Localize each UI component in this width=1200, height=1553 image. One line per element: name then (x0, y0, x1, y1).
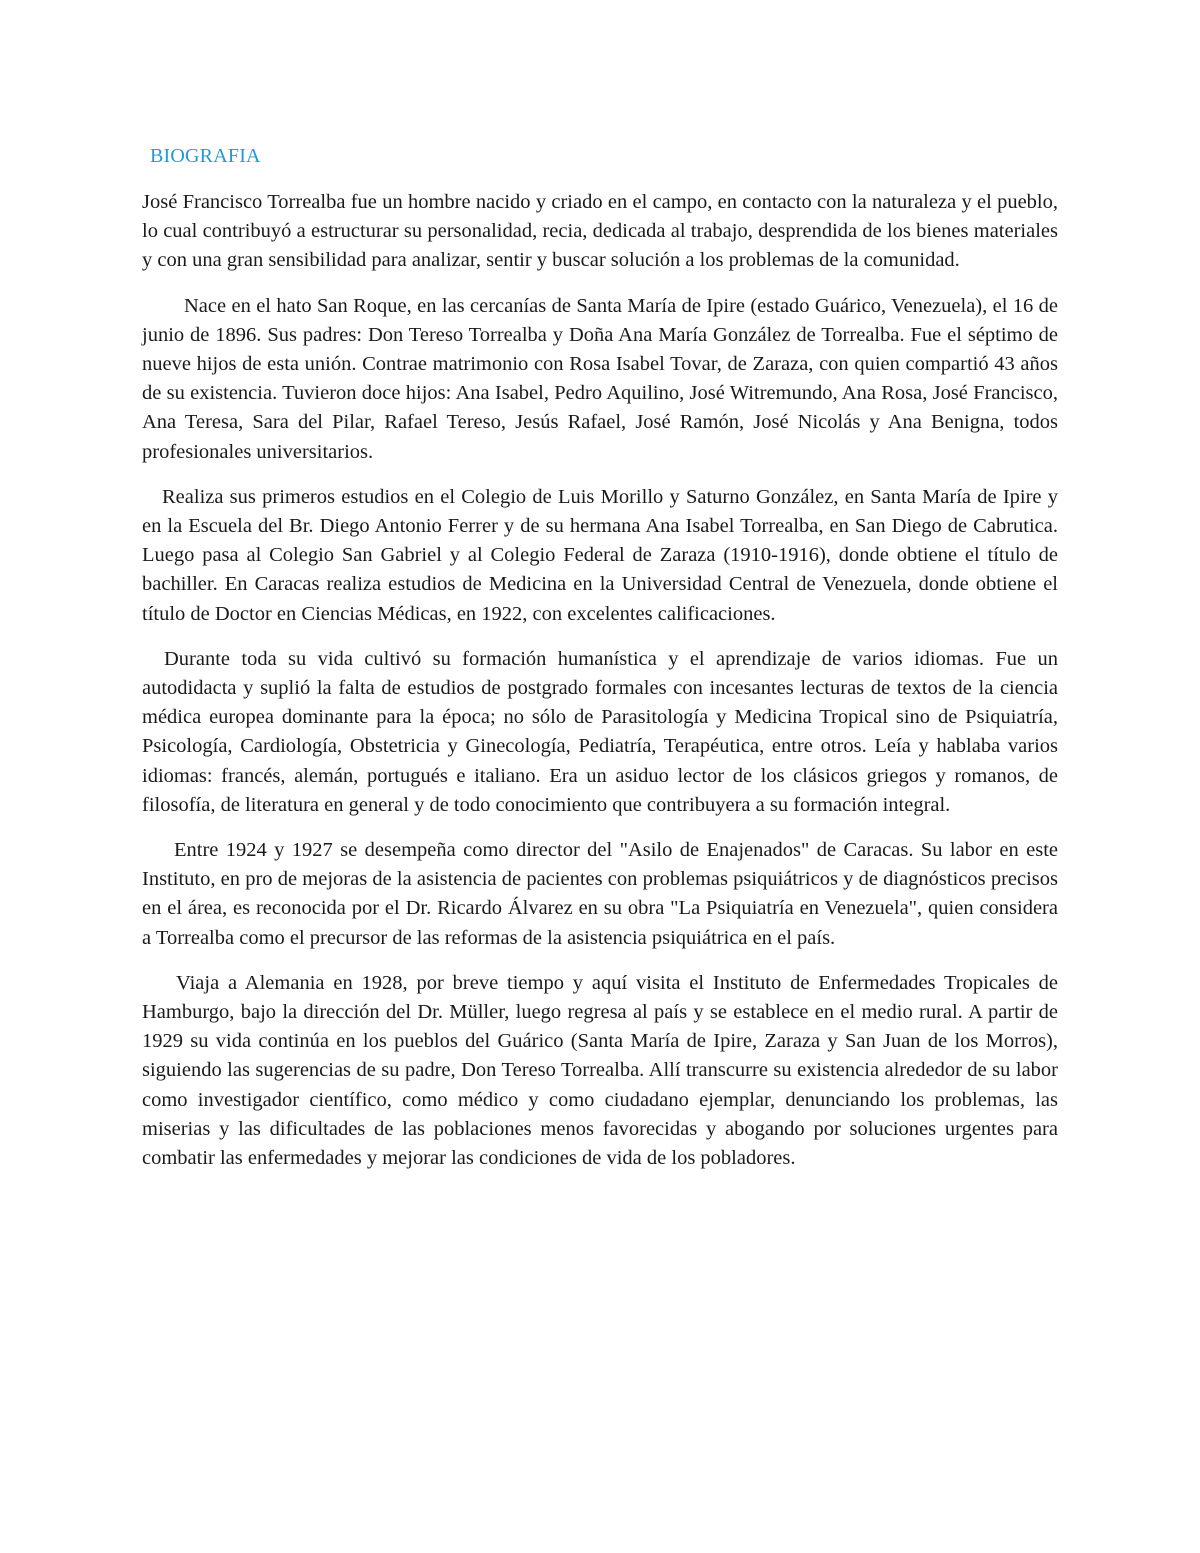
paragraph-asylum-director: Entre 1924 y 1927 se desempeña como director del "Asilo de Enajenados" de Caracas. Su labor en este Instituto, en pro de mejoras de la asistencia de pacientes con problemas psiquiátricos y de diagnósticos precisos en el área, es reconocida por el Dr. Ricardo Álvarez en su obra "La Psiquiatría en Venezuela", quien considera a Torrealba como el precursor de las reformas de la asistencia psiquiátrica en el país. (142, 839, 1058, 949)
document-title: BIOGRAFIA (150, 145, 261, 167)
paragraph-germany-rural-life: Viaja a Alemania en 1928, por breve tiempo y aquí visita el Instituto de Enfermedades Tropicales de Hamburgo, bajo la dirección del Dr. Müller, luego regresa al país y se establece en el medio rural. A partir de 1929 su vida continúa en los pueblos del Guárico (Santa María de Ipire, Zaraza y San Juan de los Morros), siguiendo las sugerencias de su padre, Don Tereso Torrealba. Allí transcurre su existencia alrededor de su labor como investigador científico, como médico y como ciudadano ejemplar, denunciando los problemas, las miserias y las dificultades de las poblaciones menos favorecidas y abogando por soluciones urgentes para combatir las enfermedades y mejorar las condiciones de vida de los pobladores. (142, 971, 1058, 1170)
paragraph-birth-family: Nace en el hato San Roque, en las cercanías de Santa María de Ipire (estado Guárico, Venezuela), el 16 de junio de 1896. Sus padres: Don Tereso Torrealba y Doña Ana María González de Torrealba. Fue el séptimo de nueve hijos de esta unión. Contrae matrimonio con Rosa Isabel Tovar, de Zaraza, con quien compartió 43 años de su existencia. Tuvieron doce hijos: Ana Isabel, Pedro Aquilino, José Witremundo, Ana Rosa, José Francisco, Ana Teresa, Sara del Pilar, Rafael Tereso, Jesús Rafael, José Ramón, José Nicolás y Ana Benigna, todos profesionales universitarios. (142, 294, 1058, 463)
paragraph-humanistic-formation: Durante toda su vida cultivó su formación humanística y el aprendizaje de varios idiomas. Fue un autodidacta y suplió la falta de estudios de postgrado formales con incesantes lecturas de textos de la ciencia médica europea dominante para la época; no sólo de Parasitología y Medicina Tropical sino de Psiquiatría, Psicología, Cardiología, Obstetricia y Ginecología, Pediatría, Terapéutica, entre otros. Leía y hablaba varios idiomas: francés, alemán, portugués e italiano. Era un asiduo lector de los clásicos griegos y romanos, de filosofía, de literatura en general y de todo conocimiento que contribuyera a su formación integral. (142, 647, 1058, 816)
paragraph-intro: José Francisco Torrealba fue un hombre nacido y criado en el campo, en contacto con la naturaleza y el pueblo, lo cual contribuyó a estructurar su personalidad, recia, dedicada al trabajo, desprendida de los bienes materiales y con una gran sensibilidad para analizar, sentir y buscar solución a los problemas de la comunidad. (142, 191, 1058, 272)
document-body (142, 138, 1058, 1189)
paragraph-education: Realiza sus primeros estudios en el Colegio de Luis Morillo y Saturno González, en Santa María de Ipire y en la Escuela del Br. Diego Antonio Ferrer y de su hermana Ana Isabel Torrealba, en San Diego de Cabrutica. Luego pasa al Colegio San Gabriel y al Colegio Federal de Zaraza (1910-1916), donde obtiene el título de bachiller. En Caracas realiza estudios de Medicina en la Universidad Central de Venezuela, donde obtiene el título de Doctor en Ciencias Médicas, en 1922, con excelentes calificaciones. (142, 485, 1058, 625)
